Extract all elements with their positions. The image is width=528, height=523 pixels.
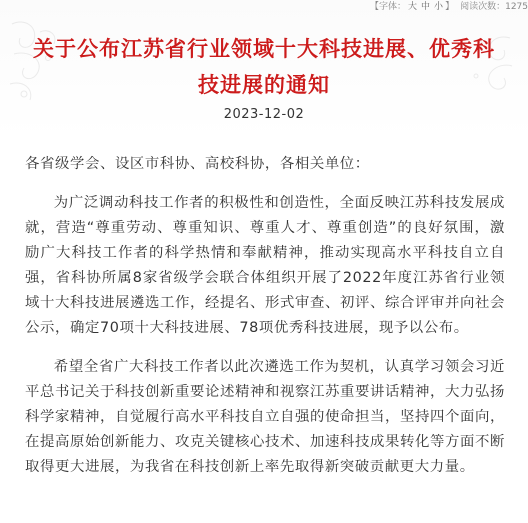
body-paragraph: 希望全省广大科技工作者以此次遴选工作为契机，认真学习领会习近平总书记关于科技创新重要论述精神和视察江苏重要讲话精神，大力弘扬科学家精神，自觉履行高水平科技自立自强的使命担当，坚持四个面向，在提高原始创新能力、攻克关键核心技术、加速科技成果转化等方面不断取得更大进展，为我省在科技创新上率先取得新突破贡献更大力量。	[25, 359, 505, 475]
article-title-line: 技进展的通知	[198, 72, 330, 97]
article-body	[25, 152, 505, 494]
view-count-value: 1275	[505, 2, 528, 12]
font-size-medium-button[interactable]: 中	[421, 2, 431, 12]
font-size-close-bracket: 】	[445, 2, 455, 12]
publish-date: 2023-12-02	[223, 107, 305, 122]
font-size-label: 【字体：	[370, 2, 407, 12]
article-title	[20, 31, 508, 103]
view-count-label: 阅读次数：	[460, 2, 506, 12]
article-title-line: 关于公布江苏省行业领域十大科技进展、优秀科	[33, 36, 495, 61]
font-size-small-button[interactable]: 小	[434, 2, 444, 12]
font-size-large-button[interactable]: 大	[408, 2, 418, 12]
article-toolbar	[370, 0, 528, 14]
salutation: 各省级学会、设区市科协、高校科协，各相关单位：	[25, 156, 370, 172]
body-paragraph: 为广泛调动科技工作者的积极性和创造性，全面反映江苏科技发展成就，营造“尊重劳动、尊重知识、尊重人才、尊重创造”的良好氛围，激励广大科技工作者的科学热情和奉献精神，推动实现高水平科技自立自强，省科协所属8家省级学会联合体组织开展了2022年度江苏省行业领域十大科技进展遴选工作，经提名、形式审查、初评、综合评审并向社会公示，确定70项十大科技进展、78项优秀科技进展，现予以公布。	[25, 195, 505, 336]
